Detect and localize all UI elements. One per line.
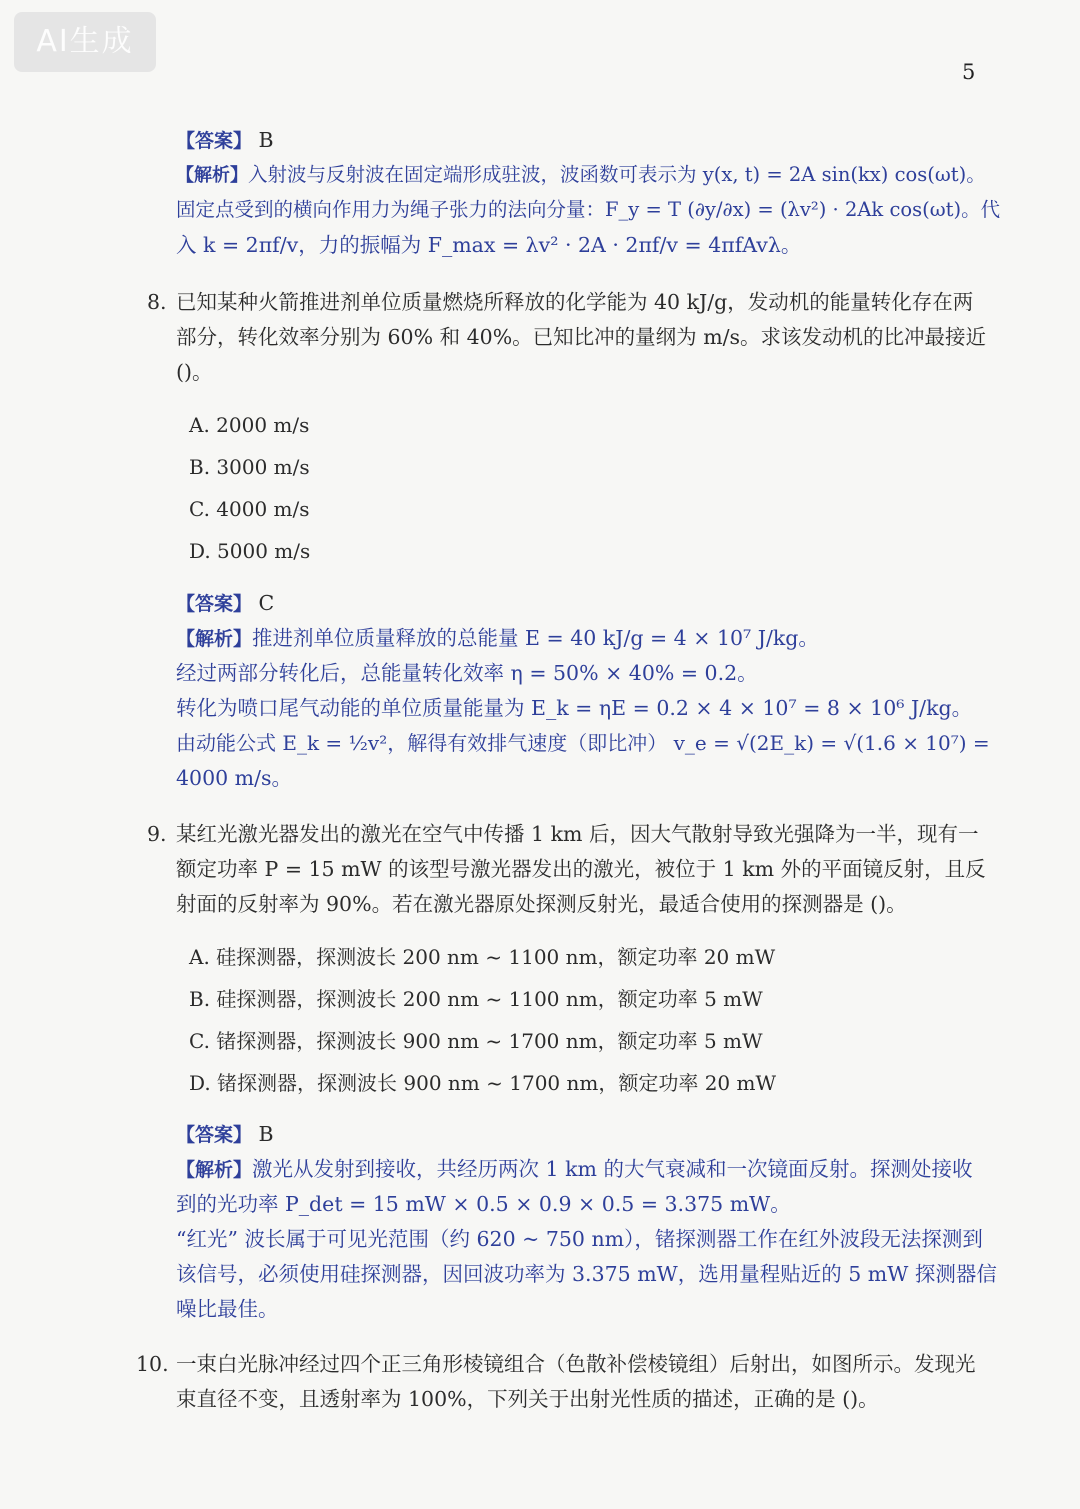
q10-stem-line-1: 一束白光脉冲经过四个正三角形棱镜组合（色散补偿棱镜组）后射出，如图所示。发现光 — [176, 1352, 976, 1376]
q8-analysis-line-1 — [176, 624, 819, 653]
q7-analysis-line-2: 固定点受到的横向作用力为绳子张力的法向分量：F_y = T (∂y/∂x) = (λv²) · 2Ak cos(ωt)。代 — [176, 198, 1001, 221]
answer-tag: 【答案】 — [176, 1124, 253, 1146]
q7-answer — [176, 126, 274, 155]
q8-answer — [176, 589, 274, 618]
q8-option-c: C. 4000 m/s — [189, 497, 310, 521]
analysis-tag: 【解析】 — [176, 628, 253, 650]
analysis-text: 推进剂单位质量释放的总能量 E = 40 kJ/g = 4 × 10⁷ J/kg。 — [252, 626, 819, 650]
q9-stem-line-1: 某红光激光器发出的激光在空气中传播 1 km 后，因大气散射导致光强降为一半，现有一 — [176, 822, 979, 846]
answer-tag: 【答案】 — [176, 593, 253, 615]
answer-tag: 【答案】 — [176, 130, 253, 152]
q8-number: 8. — [147, 290, 167, 314]
q10-number: 10. — [136, 1352, 169, 1376]
q9-option-c: C. 锗探测器，探测波长 900 nm ~ 1700 nm，额定功率 5 mW — [189, 1029, 763, 1053]
analysis-text: 入射波与反射波在固定端形成驻波，波函数可表示为 y(x, t) = 2A sin(kx) cos(ωt)。 — [248, 163, 986, 186]
q9-option-b: B. 硅探测器，探测波长 200 nm ~ 1100 nm，额定功率 5 mW — [189, 987, 763, 1011]
q9-analysis-line-2: 到的光功率 P_det = 15 mW × 0.5 × 0.9 × 0.5 = 3.375 mW。 — [176, 1192, 791, 1216]
q8-analysis-line-4: 由动能公式 E_k = ½v²，解得有效排气速度（即比冲） v_e = √(2E_k) = √(1.6 × 10⁷) = — [176, 731, 990, 755]
analysis-tag: 【解析】 — [176, 1159, 253, 1181]
q7-analysis-line-1 — [176, 161, 986, 190]
q9-stem-line-3: 射面的反射率为 90%。若在激光器原处探测反射光，最适合使用的探测器是 ()。 — [176, 892, 907, 916]
q9-analysis-line-3: “红光” 波长属于可见光范围（约 620 ~ 750 nm），锗探测器工作在红外波段无法探测到 — [176, 1227, 983, 1251]
q7-analysis-line-3: 入 k = 2πf/v，力的振幅为 F_max = λv² · 2A · 2πf/v = 4πfAvλ。 — [176, 233, 802, 257]
q8-stem-line-3: ()。 — [176, 360, 213, 384]
q8-option-a: A. 2000 m/s — [189, 413, 310, 437]
q8-option-d: D. 5000 m/s — [189, 539, 311, 563]
answer-value: B — [258, 1122, 274, 1146]
page-number: 5 — [962, 60, 976, 84]
q8-analysis-line-5: 4000 m/s。 — [176, 766, 293, 790]
q9-option-d: D. 锗探测器，探测波长 900 nm ~ 1700 nm，额定功率 20 mW — [189, 1071, 777, 1095]
q9-analysis-line-4: 该信号，必须使用硅探测器，因回波功率为 3.375 mW，选用量程贴近的 5 mW 探测器信 — [176, 1262, 997, 1286]
answer-value: B — [258, 128, 274, 152]
analysis-text: 激光从发射到接收，共经历两次 1 km 的大气衰减和一次镜面反射。探测处接收 — [252, 1157, 973, 1181]
q9-analysis-line-1 — [176, 1155, 972, 1184]
q9-number: 9. — [147, 822, 167, 846]
q8-analysis-line-3: 转化为喷口尾气动能的单位质量能量为 E_k = ηE = 0.2 × 4 × 10⁷ = 8 × 10⁶ J/kg。 — [176, 696, 973, 720]
analysis-tag: 【解析】 — [176, 165, 248, 186]
q8-analysis-line-2: 经过两部分转化后，总能量转化效率 η = 50% × 40% = 0.2。 — [176, 661, 758, 685]
q9-option-a: A. 硅探测器，探测波长 200 nm ~ 1100 nm，额定功率 20 mW — [189, 945, 776, 969]
q10-stem-line-2: 束直径不变，且透射率为 100%，下列关于出射光性质的描述，正确的是 ()。 — [176, 1387, 879, 1411]
q8-option-b: B. 3000 m/s — [189, 455, 310, 479]
q8-stem-line-1: 已知某种火箭推进剂单位质量燃烧所释放的化学能为 40 kJ/g，发动机的能量转化存在两 — [176, 290, 974, 314]
answer-value: C — [258, 591, 275, 615]
q8-stem-line-2: 部分，转化效率分别为 60% 和 40%。已知比冲的量纲为 m/s。求该发动机的比冲最接近 — [176, 325, 987, 349]
ai-generated-watermark: AI生成 — [14, 12, 156, 72]
q9-answer — [176, 1120, 274, 1149]
q9-stem-line-2: 额定功率 P = 15 mW 的该型号激光器发出的激光，被位于 1 km 外的平面镜反射，且反 — [176, 857, 986, 881]
q9-analysis-line-5: 噪比最佳。 — [176, 1297, 279, 1321]
